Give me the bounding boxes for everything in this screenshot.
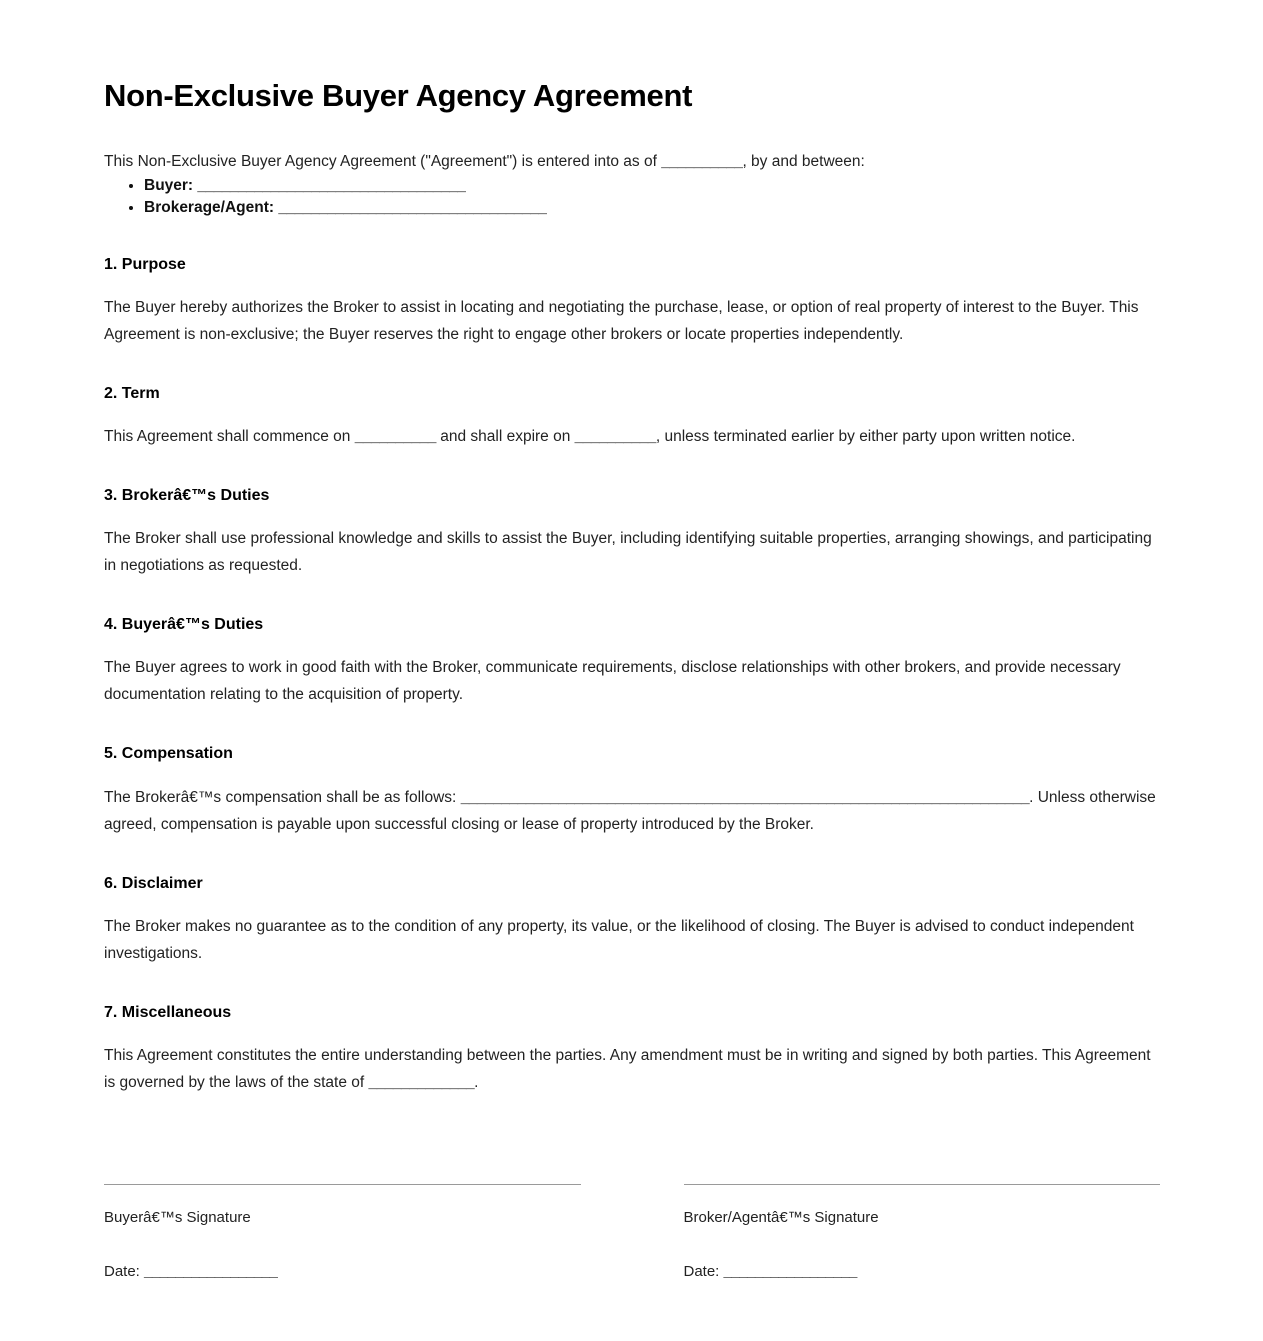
term-expire-date-blank[interactable]: __________ (574, 428, 656, 446)
governing-state-blank[interactable]: _____________ (368, 1073, 475, 1091)
section-heading-buyers-duties: 4. Buyerâ€™s Duties (104, 616, 264, 634)
buyer-signature-line[interactable] (104, 1184, 581, 1185)
section-heading-compensation: 5. Compensation (104, 745, 233, 763)
buyer-name-blank[interactable]: _________________________________ (197, 176, 466, 194)
section-heading-miscellaneous: 7. Miscellaneous (104, 1003, 232, 1021)
list-item-buyer (144, 175, 1160, 197)
section-body-compensation (104, 784, 1160, 838)
term-text-2: and shall expire on (435, 428, 575, 446)
section-heading-term: 2. Term (104, 384, 160, 402)
intro-text-after: , by and between: (742, 152, 865, 170)
brokerage-agent-label: Brokerage/Agent: (144, 198, 279, 216)
intro-text-before: This Non-Exclusive Buyer Agency Agreement ("Agreement") is entered into as of (104, 152, 662, 170)
compensation-text-1: The Brokerâ€™s compensation shall be as follows: (104, 788, 461, 806)
buyer-signature-label: Buyerâ€™s Signature (104, 1208, 251, 1226)
signature-spacer (104, 1096, 1160, 1184)
compensation-text-2: . Unless otherwise agreed, compensation is payable upon successful closing or lease of property introduced by the Broker. (104, 788, 1156, 833)
section-body-brokers-duties: The Broker shall use professional knowledge and skills to assist the Buyer, including identifying suitable properties, arranging showings, and participating in negotiations as requested. (104, 530, 1152, 575)
signature-column-broker-agent (684, 1184, 1161, 1283)
intro-paragraph (104, 148, 1160, 175)
broker-agent-date-label: Date: (683, 1262, 724, 1280)
page-title: Non-Exclusive Buyer Agency Agreement (104, 78, 693, 113)
miscellaneous-text-1: This Agreement constitutes the entire understanding between the parties. Any amendment must be in writing and signed by both parties. This Agreement is governed by the laws of the state of (104, 1046, 1151, 1091)
section-body-term (104, 423, 1160, 450)
party-list (104, 175, 1160, 219)
signature-block (104, 1184, 1160, 1283)
buyer-label: Buyer: (144, 176, 198, 194)
term-commence-date-blank[interactable]: __________ (354, 428, 436, 446)
section-body-disclaimer: The Broker makes no guarantee as to the condition of any property, its value, or the likelihood of closing. The Buyer is advised to conduct independent investigations. (104, 917, 1134, 962)
buyer-date-blank[interactable]: _________________ (144, 1262, 278, 1280)
buyer-date-field (104, 1261, 581, 1283)
agreement-date-blank[interactable]: __________ (661, 152, 743, 170)
broker-agent-signature-label: Broker/Agentâ€™s Signature (683, 1208, 879, 1226)
broker-agent-date-blank[interactable]: _________________ (723, 1262, 857, 1280)
section-body-miscellaneous (104, 1042, 1160, 1096)
section-heading-disclaimer: 6. Disclaimer (104, 874, 203, 892)
term-text-3: , unless terminated earlier by either party upon written notice. (655, 428, 1076, 446)
section-body-buyers-duties: The Buyer agrees to work in good faith with the Broker, communicate requirements, disclose relationships with other brokers, and provide necessary documentation relating to the acquisition of property. (104, 659, 1121, 704)
broker-agent-date-field (684, 1261, 1161, 1283)
section-body-purpose: The Buyer hereby authorizes the Broker to assist in locating and negotiating the purchase, lease, or option of real property of interest to the Buyer. This Agreement is non-exclusive; the Buyer reserves the right to engage other brokers or locate properties independently. (104, 298, 1139, 343)
compensation-terms-blank[interactable]: ______________________________________________________________________ (460, 788, 1030, 806)
section-heading-brokers-duties: 3. Brokerâ€™s Duties (104, 487, 270, 505)
term-text-1: This Agreement shall commence on (104, 428, 355, 446)
signature-column-buyer (104, 1184, 581, 1283)
buyer-date-label: Date: (104, 1262, 145, 1280)
list-item-brokerage-agent (144, 197, 1160, 219)
section-heading-purpose: 1. Purpose (104, 255, 186, 273)
brokerage-agent-name-blank[interactable]: _________________________________ (278, 198, 547, 216)
broker-agent-signature-line[interactable] (684, 1184, 1161, 1185)
miscellaneous-text-2: . (474, 1073, 479, 1091)
